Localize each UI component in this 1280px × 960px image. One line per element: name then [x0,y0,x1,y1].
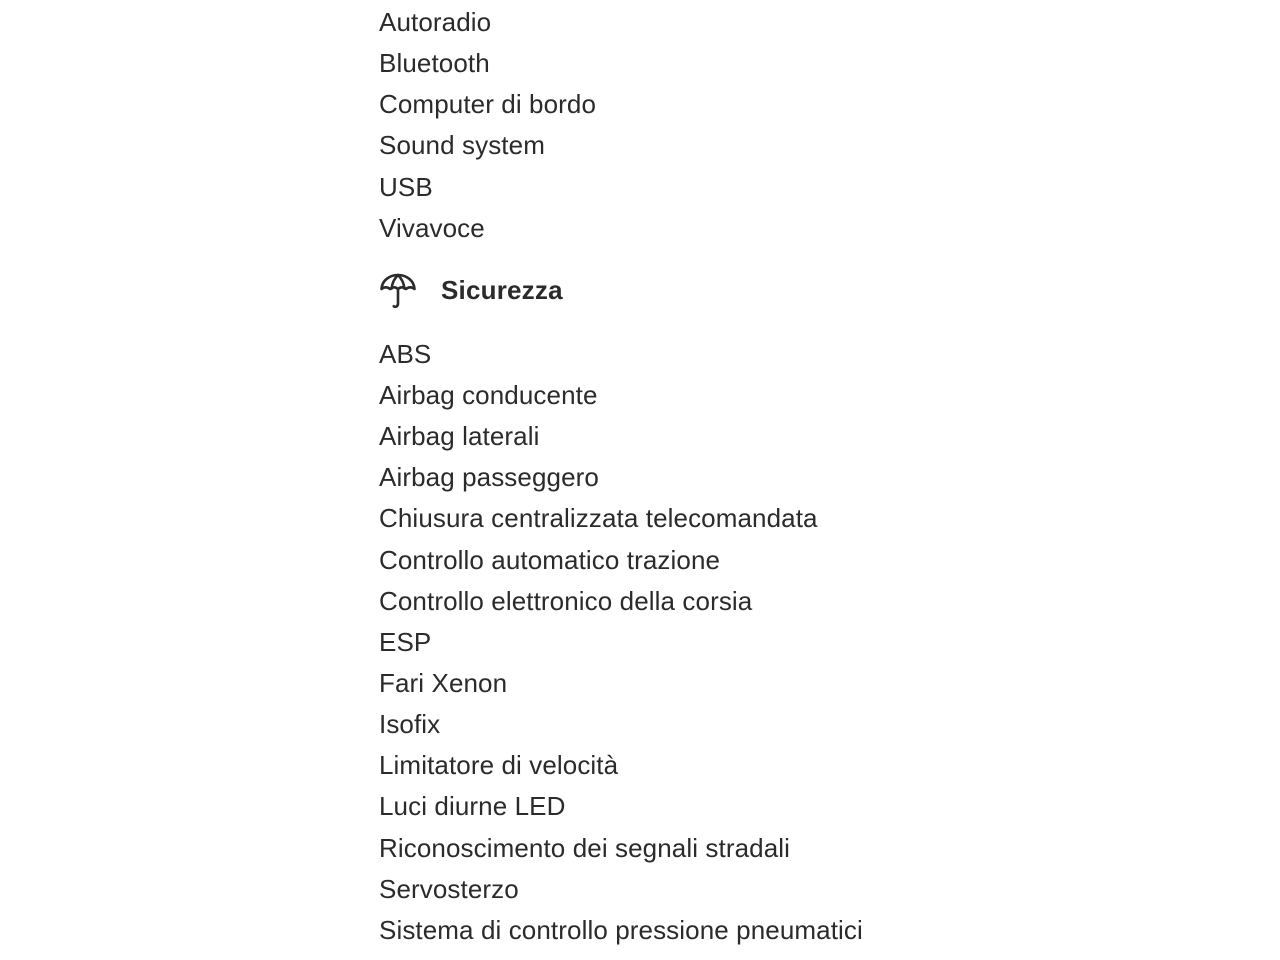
feature-item: Computer di bordo [379,89,597,120]
feature-item: Isofix [379,709,441,740]
security-section-header [379,269,1239,313]
feature-item: Chiusura centralizzata telecomandata [379,503,818,534]
feature-item: Autoradio [379,7,492,37]
umbrella-icon [379,271,419,311]
feature-item: Sistema di controllo pressione pneumatici [379,914,863,945]
feature-item: Fari Xenon [379,667,508,698]
feature-item: Luci diurne LED [379,791,566,822]
section-title: Sicurezza [441,275,563,306]
feature-item: Controllo elettronico della corsia [379,585,753,616]
feature-item: Airbag passeggero [379,462,599,493]
feature-item: ABS [379,338,432,369]
security-feature-list [379,334,1239,951]
feature-item: Riconoscimento dei segnali stradali [379,832,791,863]
feature-item: Limitatore di velocità [379,750,619,781]
feature-item: Controllo automatico trazione [379,544,721,575]
feature-item: Sound system [379,130,545,161]
feature-item: USB [379,171,433,202]
features-panel [379,0,1239,951]
feature-item: ESP [379,626,432,657]
feature-item: Vivavoce [379,212,485,243]
feature-item: Airbag laterali [379,421,540,452]
comfort-feature-list [379,0,1239,249]
feature-item: Bluetooth [379,48,490,79]
feature-item: Servosterzo [379,873,519,904]
feature-item: Airbag conducente [379,379,598,410]
